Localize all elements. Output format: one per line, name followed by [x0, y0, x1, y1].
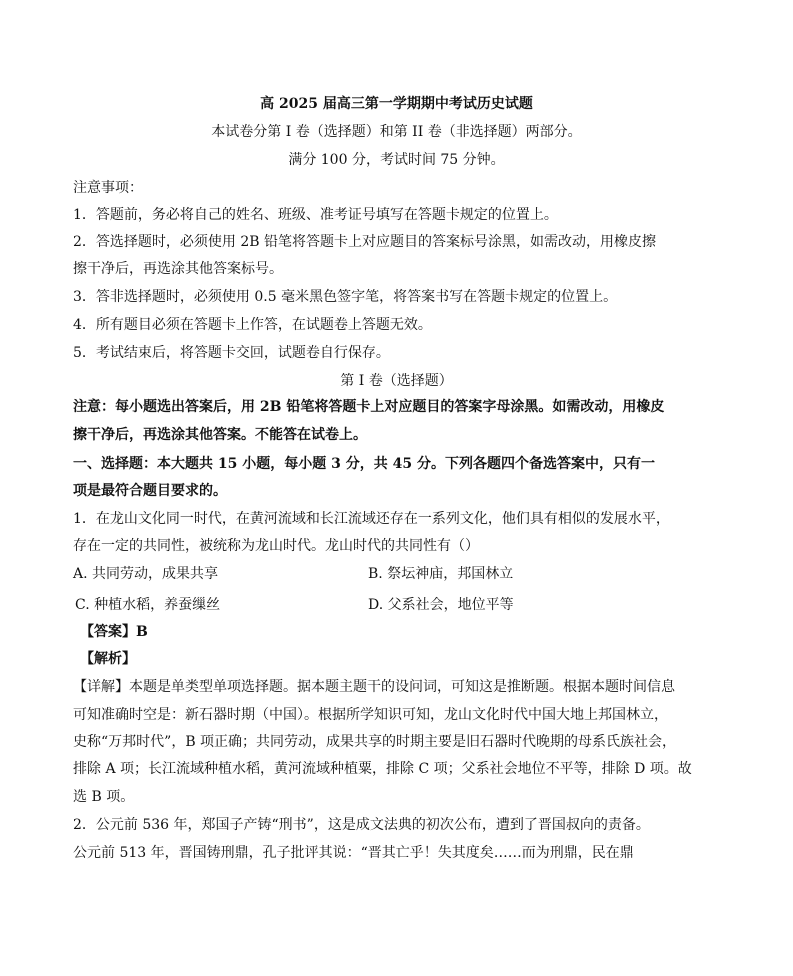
question-2-stem-line-2: 公元前 513 年，晋国铸刑鼎，孔子批评其说：“晋其亡乎！失其度矣……而为刑鼎，民在鼎 [73, 845, 634, 861]
notice-item-2: 2．答选择题时，必须使用 2B 铅笔将答题卡上对应题目的答案标号涂黑，如需改动，用橡皮擦 [73, 234, 657, 250]
exam-score-time-text: 满分 100 分，考试时间 75 分钟。 [288, 152, 505, 168]
notice-item-5: 5．考试结束后，将答题卡交回，试题卷自行保存。 [73, 345, 390, 361]
notice-heading: 注意事项： [73, 180, 143, 196]
notice-item-2-continued: 擦干净后，再选涂其他答案标号。 [73, 261, 283, 277]
notice-item-4: 4．所有题目必须在答题卡上作答，在试题卷上答题无效。 [73, 317, 432, 333]
question-1-answer: 【答案】B [80, 624, 148, 640]
section-title: 第 I 卷（选择题） [340, 373, 453, 389]
question-1-stem-line-1: 1．在龙山文化同一时代，在黄河流域和长江流域还存在一系列文化，他们具有相似的发展水平， [73, 511, 670, 527]
notice-item-1: 1．答题前，务必将自己的姓名、班级、准考证号填写在答题卡规定的位置上。 [73, 207, 558, 223]
question-2-stem-line-1: 2．公元前 536 年，郑国子产铸“刑书”，这是成文法典的初次公布，遭到了晋国叔向的责备。 [73, 817, 650, 833]
section-note-line-2: 擦干净后，再选涂其他答案。不能答在试卷上。 [73, 427, 367, 443]
question-1-detail-line-4: 排除 A 项；长江流域种植水稻，黄河流域种植粟，排除 C 项；父系社会地位不平等，排除 D 项。故 [73, 761, 692, 777]
notice-item-3: 3．答非选择题时，必须使用 0.5 毫米黑色签字笔，将答案书写在答题卡规定的位置上。 [73, 289, 618, 305]
question-1-option-c: C. 种植水稻，养蚕缫丝 [75, 597, 221, 613]
question-1-option-a: A. 共同劳动，成果共享 [73, 566, 219, 582]
question-1-option-d: D. 父系社会，地位平等 [368, 597, 514, 613]
exam-title: 高 2025 届高三第一学期期中考试历史试题 [260, 96, 533, 112]
question-1-detail-line-1: 【详解】本题是单类型单项选择题。据本题主题干的设问词，可知这是推断题。根据本题时间信息 [73, 679, 675, 695]
instruction-line-1: 一、选择题：本大题共 15 小题，每小题 3 分，共 45 分。下列各题四个备选答案中，只有一 [73, 456, 655, 472]
question-1-detail-line-5: 选 B 项。 [73, 789, 135, 805]
instruction-line-2: 项是最符合题目要求的。 [73, 483, 227, 499]
question-1-detail-line-2: 可知准确时空是：新石器时期（中国）。根据所学知识可知，龙山文化时代中国大地上邦国林立， [73, 707, 668, 723]
section-note-line-1: 注意：每小题选出答案后，用 2B 铅笔将答题卡上对应题目的答案字母涂黑。如需改动，用橡皮 [73, 399, 665, 415]
question-1-option-b: B. 祭坛神庙，邦国林立 [368, 566, 514, 582]
question-1-stem-line-2: 存在一定的共同性，被统称为龙山时代。龙山时代的共同性有（） [73, 538, 479, 554]
exam-structure-text: 本试卷分第 I 卷（选择题）和第 II 卷（非选择题）两部分。 [211, 124, 582, 140]
question-1-analysis-label: 【解析】 [80, 651, 136, 667]
question-1-detail-line-3: 史称“万邦时代”，B 项正确；共同劳动，成果共享的时期主要是旧石器时代晚期的母系氏族社会， [73, 734, 677, 750]
